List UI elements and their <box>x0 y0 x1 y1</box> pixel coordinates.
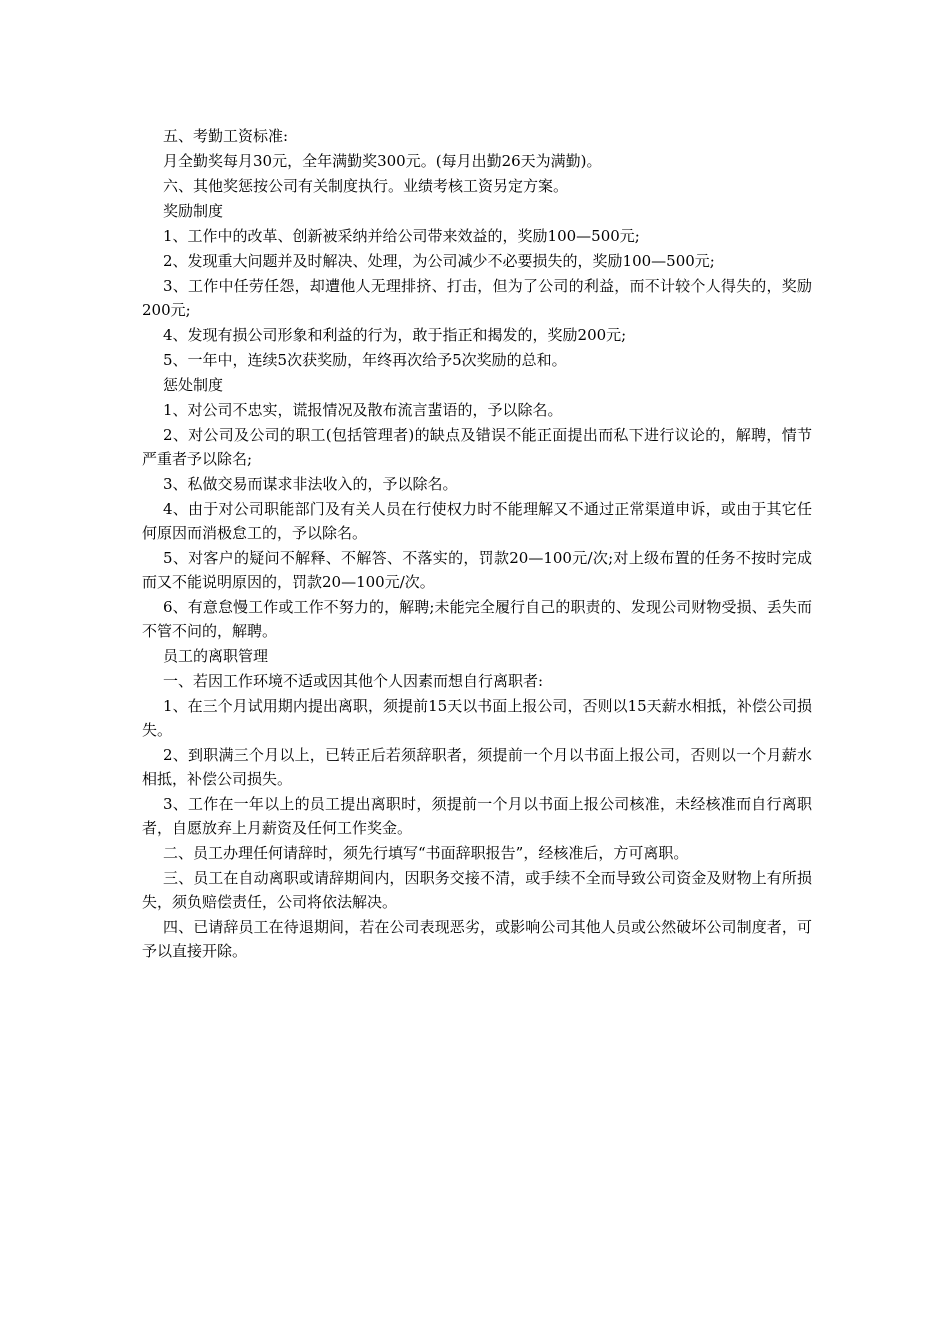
resignation-subitem-3: 3、工作在一年以上的员工提出离职时，须提前一个月以书面上报公司核准，未经核准而自行离职者，自愿放弃上月薪资及任何工作奖金。 <box>142 795 812 837</box>
resignation-clause-4: 四、已请辞员工在待退期间，若在公司表现恶劣，或影响公司其他人员或公然破坏公司制度者，可予以直接开除。 <box>142 918 812 960</box>
paragraph-other-rewards: 六、其他奖惩按公司有关制度执行。业绩考核工资另定方案。 <box>163 177 569 195</box>
resignation-clause-2: 二、员工办理任何请辞时，须先行填写“书面辞职报告”，经核准后，方可离职。 <box>163 844 689 862</box>
resignation-subitem-2: 2、到职满三个月以上，已转正后若须辞职者，须提前一个月以书面上报公司，否则以一个月薪水相抵，补偿公司损失。 <box>142 746 812 788</box>
section-heading-resignation: 员工的离职管理 <box>163 647 269 665</box>
penalty-item-6: 6、有意怠慢工作或工作不努力的，解聘;未能完全履行自己的职责的、发现公司财物受损、丢失而不管不问的，解聘。 <box>142 598 812 640</box>
resignation-clause-3: 三、员工在自动离职或请辞期间内，因职务交接不清，或手续不全而导致公司资金及财物上有所损失，须负赔偿责任，公司将依法解决。 <box>142 869 812 911</box>
reward-item-4: 4、发现有损公司形象和利益的行为，敢于指正和揭发的，奖励200元; <box>163 326 627 344</box>
document-body <box>142 124 812 964</box>
reward-item-2: 2、发现重大问题并及时解决、处理，为公司减少不必要损失的，奖励100—500元; <box>163 252 715 270</box>
penalty-item-1: 1、对公司不忠实，谎报情况及散布流言蜚语的，予以除名。 <box>163 401 563 419</box>
penalty-item-4: 4、由于对公司职能部门及有关人员在行使权力时不能理解又不通过正常渠道申诉，或由于其它任何原因而消极怠工的，予以除名。 <box>142 500 812 542</box>
penalty-item-5: 5、对客户的疑问不解释、不解答、不落实的，罚款20—100元/次;对上级布置的任务不按时完成而又不能说明原因的，罚款20—100元/次。 <box>142 549 812 591</box>
section-heading-penalty-system: 惩处制度 <box>163 376 224 394</box>
reward-item-1: 1、工作中的改革、创新被采纳并给公司带来效益的，奖励100—500元; <box>163 227 640 245</box>
penalty-item-3: 3、私做交易而谋求非法收入的，予以除名。 <box>163 475 458 493</box>
paragraph-attendance-bonus: 月全勤奖每月30元，全年满勤奖300元。(每月出勤26天为满勤)。 <box>163 152 602 170</box>
resignation-subitem-1: 1、在三个月试用期内提出离职，须提前15天以书面上报公司，否则以15天薪水相抵，补偿公司损失。 <box>142 697 812 739</box>
resignation-clause-1: 一、若因工作环境不适或因其他个人因素而想自行离职者: <box>163 672 544 690</box>
section-heading-reward-system: 奖励制度 <box>163 202 224 220</box>
reward-item-5: 5、一年中，连续5次获奖励，年终再次给予5次奖励的总和。 <box>163 351 567 369</box>
penalty-item-2: 2、对公司及公司的职工(包括管理者)的缺点及错误不能正面提出而私下进行议论的，解聘，情节严重者予以除名; <box>142 426 812 468</box>
section-heading-attendance-wage: 五、考勤工资标准: <box>163 127 289 145</box>
reward-item-3: 3、工作中任劳任怨，却遭他人无理排挤、打击，但为了公司的利益，而不计较个人得失的，奖励200元; <box>142 277 812 319</box>
